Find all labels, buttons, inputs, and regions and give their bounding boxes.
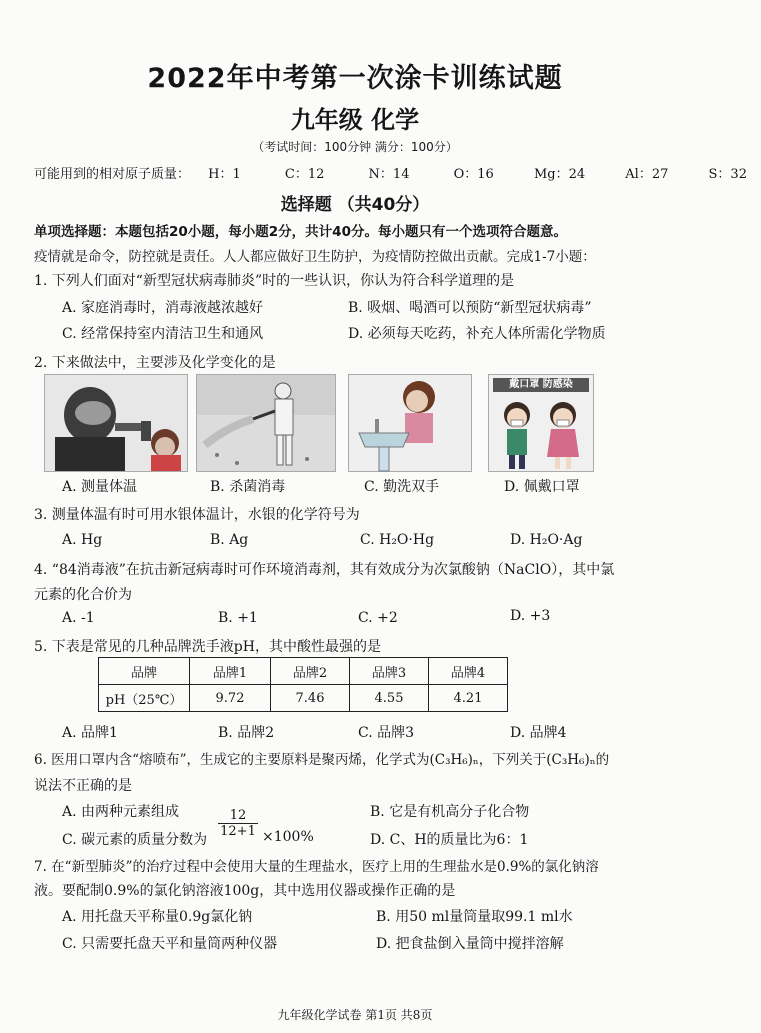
- table-cell: 品牌1: [190, 658, 271, 685]
- q3-option-a: A. Hg: [62, 532, 103, 548]
- q7-stem-line1: 7. 在“新型肺炎”的治疗过程中会使用大量的生理盐水，医疗上用的生理盐水是0.9%的氯化钠溶: [34, 859, 599, 875]
- q6-stem-line2: 说法不正确的是: [34, 778, 132, 794]
- atomic-mass-item: Mg：24: [533, 167, 586, 182]
- atomic-mass-item: O：16: [453, 167, 494, 182]
- atomic-mass-item: S：32: [708, 167, 747, 182]
- q4-option-b: B. +1: [218, 610, 258, 626]
- q4-stem-line2: 元素的化合价为: [34, 587, 132, 603]
- q5-stem: 5. 下表是常见的几种品牌洗手液pH，其中酸性最强的是: [34, 639, 381, 655]
- image-wash-hands: [348, 374, 472, 472]
- atomic-masses: [34, 163, 761, 182]
- q7-option-a: A. 用托盘天平称量0.9g氯化钠: [62, 909, 253, 925]
- q1-option-c: C. 经常保持室内清洁卫生和通风: [62, 326, 264, 342]
- q4-option-c: C. +2: [358, 610, 398, 626]
- table-cell: 品牌2: [271, 658, 350, 685]
- q1-option-b: B. 吸烟、喝酒可以预防“新型冠状病毒”: [348, 300, 592, 316]
- image-measure-temperature: [44, 374, 188, 472]
- q3-option-d: D. H₂O·Ag: [510, 532, 583, 548]
- image-wear-mask: [488, 374, 594, 472]
- q4-option-a: A. -1: [62, 610, 95, 626]
- fraction-numerator: 12: [218, 808, 258, 824]
- q5-option-a: A. 品牌1: [62, 725, 118, 741]
- section-title: 选择题 （共40分）: [280, 195, 430, 215]
- instructions-intro: 疫情就是命令，防控就是责任。人人都应做好卫生防护，为疫情防控做出贡献。完成1-7小题：: [34, 249, 596, 265]
- q6-option-b: B. 它是有机高分子化合物: [370, 804, 530, 820]
- q1-option-a: A. 家庭消毒时，消毒液越浓越好: [62, 300, 264, 316]
- table-row: [99, 658, 508, 685]
- atomic-masses-label: 可能用到的相对原子质量：: [34, 167, 191, 182]
- q7-option-c: C. 只需要托盘天平和量筒两种仪器: [62, 936, 278, 952]
- q2-stem: 2. 下来做法中，主要涉及化学变化的是: [34, 355, 276, 371]
- q1-option-d: D. 必须每天吃药，补充人体所需化学物质: [348, 326, 606, 342]
- q6-option-c-suffix: ×100%: [262, 829, 314, 845]
- q6-stem-line1: 6. 医用口罩内含“熔喷布”，生成它的主要原料是聚丙烯，化学式为(C₃H₆)ₙ，下列关于(C₃H₆)ₙ的: [34, 752, 610, 768]
- exam-title: 2022年中考第一次涂卡训练试题: [147, 63, 563, 94]
- q6-option-c-prefix: C. 碳元素的质量分数为: [62, 832, 208, 848]
- table-cell: 品牌: [99, 658, 190, 685]
- table-row: [99, 685, 508, 712]
- q4-stem-line1: 4. “84消毒液”在抗击新冠病毒时可作环境消毒剂，其有效成分为次氯酸钠（NaClO），其中氯: [34, 562, 615, 578]
- q3-option-b: B. Ag: [210, 532, 249, 548]
- q7-option-b: B. 用50 ml量筒量取99.1 ml水: [376, 909, 573, 925]
- q2-option-c: C. 勤洗双手: [364, 479, 440, 495]
- q5-option-c: C. 品牌3: [358, 725, 415, 741]
- q2-option-b: B. 杀菌消毒: [210, 479, 286, 495]
- q2-option-a: A. 测量体温: [62, 479, 138, 495]
- q2-option-d: D. 佩戴口罩: [504, 479, 580, 495]
- atomic-mass-item: H：1: [208, 167, 241, 182]
- image-disinfection: [196, 374, 336, 472]
- table-cell: pH（25℃）: [99, 685, 190, 712]
- q6-option-d: D. C、H的质量比为6：1: [370, 832, 529, 848]
- table-cell: 品牌3: [350, 658, 429, 685]
- poster-title: 戴口罩 防感染: [493, 378, 589, 392]
- table-cell: 品牌4: [429, 658, 508, 685]
- instructions-bold: 单项选择题：本题包括20小题，每小题2分，共计40分。每小题只有一个选项符合题意。: [34, 224, 567, 240]
- exam-subtitle: 九年级 化学: [290, 106, 420, 134]
- page-footer: 九年级化学试卷 第1页 共8页: [277, 1008, 433, 1022]
- table-cell: 4.55: [350, 685, 429, 712]
- atomic-mass-item: N：14: [368, 167, 410, 182]
- q5-option-b: B. 品牌2: [218, 725, 275, 741]
- q6-fraction: [218, 808, 258, 839]
- table-cell: 4.21: [429, 685, 508, 712]
- q1-stem: 1. 下列人们面对“新型冠状病毒肺炎”时的一些认识，你认为符合科学道理的是: [34, 273, 515, 289]
- table-cell: 9.72: [190, 685, 271, 712]
- fraction-denominator: 12+1: [220, 824, 256, 839]
- atomic-mass-item: C：12: [284, 167, 325, 182]
- q3-stem: 3. 测量体温有时可用水银体温计，水银的化学符号为: [34, 507, 360, 523]
- q7-option-d: D. 把食盐倒入量筒中搅拌溶解: [376, 936, 564, 952]
- q3-option-c: C. H₂O·Hg: [360, 532, 435, 548]
- table-cell: 7.46: [271, 685, 350, 712]
- exam-info: （考试时间：100分钟 满分：100分）: [252, 140, 458, 154]
- ph-table: [98, 657, 508, 712]
- q6-option-a: A. 由两种元素组成: [62, 804, 180, 820]
- q7-stem-line2: 液。要配制0.9%的氯化钠溶液100g，其中选用仪器或操作正确的是: [34, 883, 456, 899]
- q5-option-d: D. 品牌4: [510, 725, 567, 741]
- q4-option-d: D. +3: [510, 608, 551, 624]
- atomic-mass-item: Al：27: [625, 167, 669, 182]
